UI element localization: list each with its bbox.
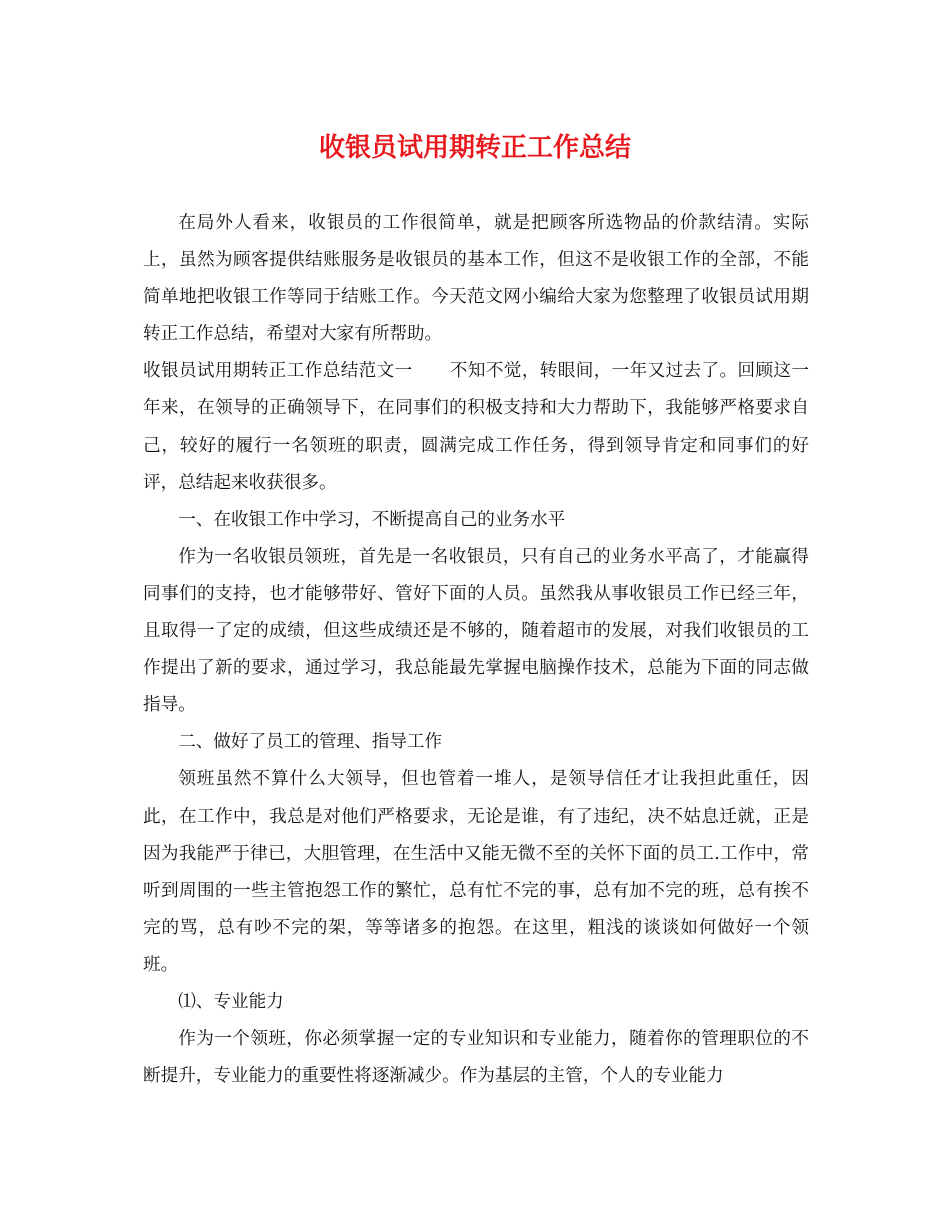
section-heading-1: 一、在收银工作中学习，不断提高自己的业务水平 xyxy=(178,509,566,530)
section-heading-3: ⑴、专业能力 xyxy=(178,991,284,1012)
intro-paragraph: 在局外人看来，收银员的工作很简单，就是把顾客所选物品的价款结清。实际上，虽然为顾客提供结账服务是收银员的基本工作，但这不是收银工作的全部，不能简单地把收银工作等同于结账工作。今天范文网小编给大家为您整理了收银员试用期转正工作总结，希望对大家有所帮助。 xyxy=(143,213,809,345)
sample-label: 收银员试用期转正工作总结范文一 xyxy=(143,361,413,382)
section-heading-2: 二、做好了员工的管理、指导工作 xyxy=(178,732,443,753)
document-body xyxy=(143,205,809,1095)
sample-paragraph xyxy=(143,353,809,501)
section-paragraph-2: 领班虽然不算什么大领导，但也管着一堆人，是领导信任才让我担此重任，因此，在工作中，我总是对他们严格要求，无论是谁，有了违纪，决不姑息迁就，正是因为我能严于律已，大胆管理，在生活中又能无微不至的关怀下面的员工.工作中，常听到周围的一些主管抱怨工作的繁忙，总有忙不完的事，总有加不完的班，总有挨不完的骂，总有吵不完的架，等等诸多的抱怨。在这里，粗浅的谈谈如何做好一个领班。 xyxy=(143,769,809,975)
document-title: 收银员试用期转正工作总结 xyxy=(318,133,631,163)
sample-text: 不知不觉，转眼间，一年又过去了。回顾这一年来，在领导的正确领导下，在同事们的积极支持和大力帮助下，我能够严格要求自己，较好的履行一名领班的职责，圆满完成工作任务，得到领导肯定和同事们的好评，总结起来收获很多。 xyxy=(143,361,809,493)
section-paragraph-1: 作为一名收银员领班，首先是一名收银员，只有自己的业务水平高了，才能赢得同事们的支持，也才能够带好、管好下面的人员。虽然我从事收银员工作已经三年，且取得一了定的成绩，但这些成绩还是不够的，随着超市的发展，对我们收银员的工作提出了新的要求，通过学习，我总能最先掌握电脑操作技术，总能为下面的同志做指导。 xyxy=(143,546,809,716)
section-paragraph-3: 作为一个领班，你必须掌握一定的专业知识和专业能力，随着你的管理职位的不断提升，专业能力的重要性将逐渐减少。作为基层的主管，个人的专业能力 xyxy=(143,1029,809,1087)
